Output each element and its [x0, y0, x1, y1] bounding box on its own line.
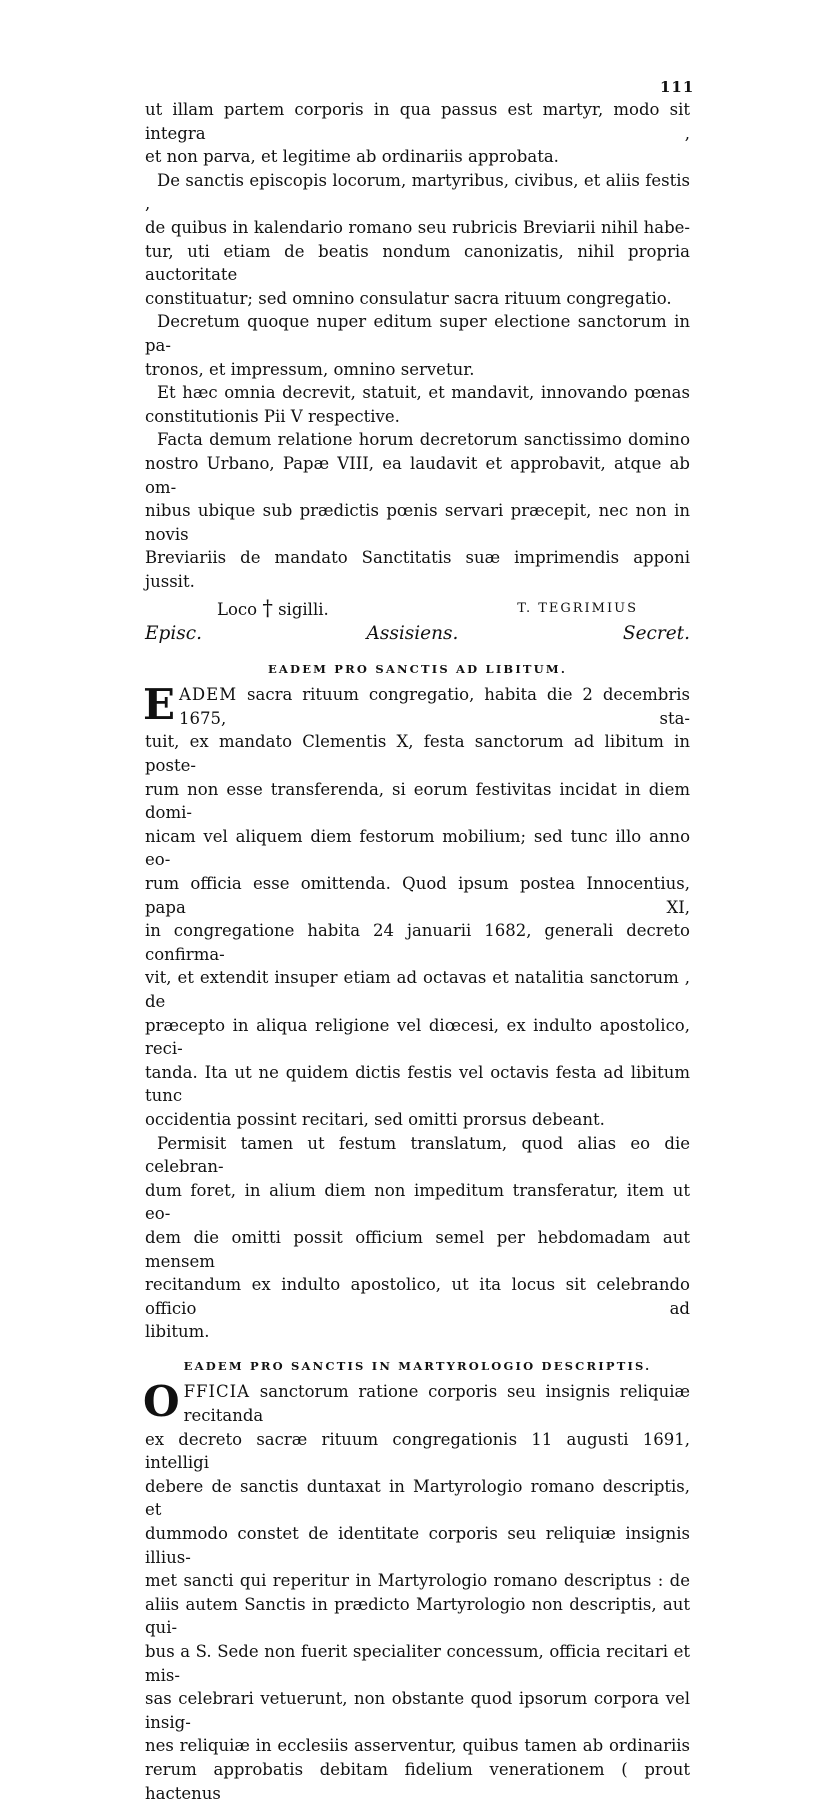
text-line: sas celebrari vetuerunt, non obstante quod ipsorum corpora vel insig-	[145, 1689, 690, 1732]
text-line: præcepto in aliqua religione vel diœcesi, ex indulto apostolico, reci-	[145, 1015, 690, 1059]
text-line: bus a S. Sede non fuerit specialiter concessum, officia recitari et mis-	[145, 1642, 690, 1685]
paragraph-5	[145, 428, 690, 593]
text-line: tanda. Ita ut ne quidem dictis festis vel octavis festa ad libitum tunc	[145, 1062, 690, 1106]
text-line: Et hæc omnia decrevit, statuit, et mandavit, innovando pœnas	[157, 383, 690, 403]
text-line: ut illam partem corporis in qua passus est martyr, modo sit integra ,	[145, 100, 690, 143]
page-text-block	[145, 98, 690, 1805]
seal-label-right: sigilli.	[278, 600, 329, 620]
text-line: nicam vel aliquem diem festorum mobilium; sed tunc illo anno eo-	[145, 826, 690, 870]
text-line: de quibus in kalendario romano seu rubricis Breviarii nihil habe-	[145, 217, 690, 237]
paragraph-3	[145, 310, 690, 381]
first-word-rest: ADEM	[179, 685, 238, 705]
seal-label-left: Loco	[217, 600, 258, 620]
text-line: dem die omitti possit officium semel per hebdomadam aut mensem	[145, 1227, 690, 1271]
section-heading-ad-libitum: EADEM PRO SANCTIS AD LIBITUM.	[267, 661, 568, 676]
text-line: recitandum ex indulto apostolico, ut ita locus sit celebrando officio ad	[145, 1275, 690, 1318]
secretary-title: Episc. Assisiens. Secret.	[145, 623, 690, 645]
text-line: rerum approbatis debitam fidelium venerationem ( prout hactenus	[145, 1759, 690, 1803]
paragraph-1	[145, 98, 690, 169]
text-line: vit, et extendit insuper etiam ad octavas et natalitia sanctorum , de	[145, 968, 690, 1011]
text-line: constitutionis Pii V respective.	[145, 406, 400, 426]
text-line: sanctorum ratione corporis seu insignis reliquiæ recitanda	[183, 1382, 690, 1426]
text-line: in congregatione habita 24 januarii 1682, generali decreto confirma-	[145, 921, 690, 964]
cross-icon: †	[262, 596, 273, 621]
seal-signature-row	[145, 597, 690, 622]
text-line: tronos, et impressum, omnino servetur.	[145, 359, 475, 379]
text-line: De sanctis episcopis locorum, martyribus, civibus, et aliis festis ,	[145, 170, 690, 214]
text-line: rum officia esse omittenda. Quod ipsum postea Innocentius, papa XI,	[145, 874, 690, 917]
section-heading-martyrologio: EADEM PRO SANCTIS IN MARTYROLOGIO DESCRIPTIS.	[183, 1358, 652, 1373]
text-line: Permisit tamen ut festum translatum, quod alias eo die celebran-	[145, 1133, 690, 1177]
text-line: nibus ubique sub prædictis pœnis servari præcepit, nec non in novis	[145, 501, 690, 544]
text-line: tuit, ex mandato Clementis X, festa sanctorum ad libitum in poste-	[145, 732, 690, 776]
text-line: Facta demum relatione horum decretorum sanctissimo domino	[157, 430, 690, 450]
section-ad-libitum	[143, 680, 691, 1344]
text-line: Decretum quoque nuper editum super electione sanctorum in pa-	[145, 312, 690, 355]
text-line: occidentia possint recitari, sed omitti prorsus debeant.	[145, 1109, 605, 1129]
text-line: sacra rituum congregatio, habita die 2 decembris 1675, sta-	[179, 685, 691, 728]
seal-placeholder	[217, 597, 329, 622]
section-martyrologio	[143, 1377, 690, 1805]
text-line: rum non esse transferenda, si eorum festivitas incidat in diem domi-	[145, 779, 690, 823]
text-line: et non parva, et legitime ab ordinariis approbata.	[145, 147, 559, 167]
text-line: ex decreto sacræ rituum congregationis 11 augusti 1691, intelligi	[145, 1429, 690, 1473]
drop-cap: E	[143, 680, 176, 730]
secretary-name: T. TEGRIMIUS	[517, 601, 638, 617]
text-line: nes reliquiæ in ecclesiis asserventur, quibus tamen ab ordinariis	[145, 1736, 690, 1756]
text-line: dummodo constet de identitate corporis seu reliquiæ insignis illius-	[145, 1524, 690, 1567]
paragraph-4	[145, 381, 690, 428]
first-word-rest: FFICIA	[183, 1382, 251, 1402]
text-line: libitum.	[145, 1322, 210, 1342]
text-line: met sancti qui reperitur in Martyrologio romano descriptus : de	[145, 1571, 690, 1591]
paragraph-2	[145, 169, 690, 311]
text-line: tur, uti etiam de beatis nondum canonizatis, nihil propria auctoritate	[145, 241, 690, 285]
page-number: 111	[660, 78, 695, 96]
text-line: nostro Urbano, Papæ VIII, ea laudavit et approbavit, atque ab om-	[145, 453, 690, 497]
text-line: debere de sanctis duntaxat in Martyrologio romano descriptis, et	[145, 1476, 690, 1520]
drop-cap: O	[143, 1377, 180, 1427]
text-line: dum foret, in alium diem non impeditum transferatur, item ut eo-	[145, 1180, 690, 1224]
text-line: aliis autem Sanctis in prædicto Martyrologio non descriptis, aut qui-	[145, 1594, 690, 1638]
text-line: Breviariis de mandato Sanctitatis suæ imprimendis apponi jussit.	[145, 548, 690, 591]
text-line: constituatur; sed omnino consulatur sacra rituum congregatio.	[145, 288, 672, 308]
